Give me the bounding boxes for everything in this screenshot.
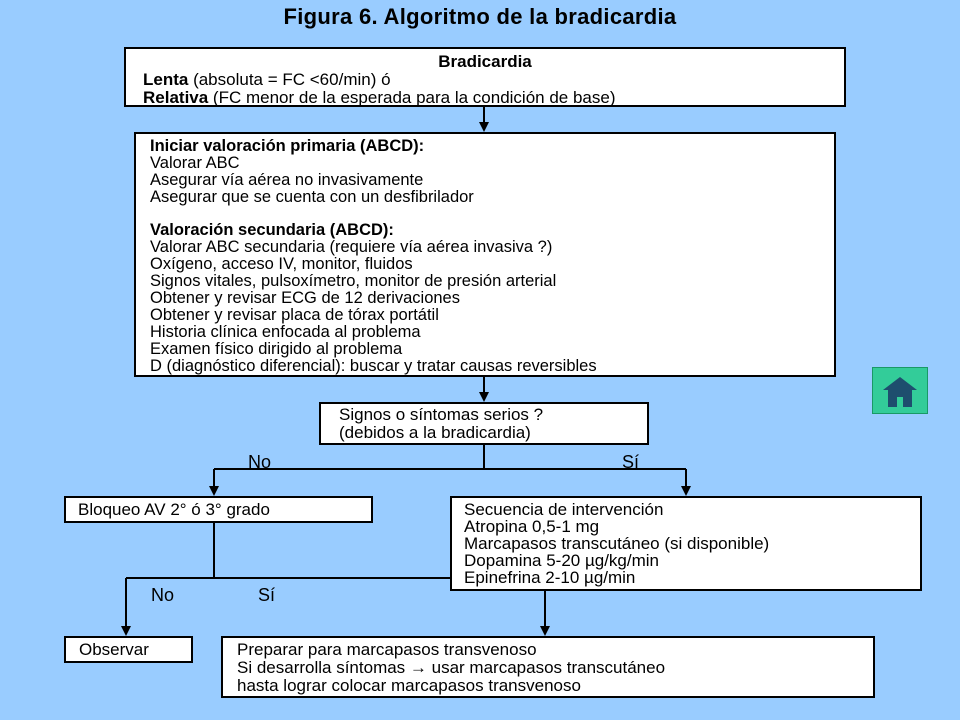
secondary-item: D (diagnóstico diferencial): buscar y tratar causas reversibles [150, 357, 597, 375]
transvenoso-line1: Preparar para marcapasos transvenoso [237, 640, 537, 659]
primary-item: Valorar ABC [150, 154, 240, 172]
bradicardia-heading: Bradicardia [438, 52, 532, 71]
observar-text: Observar [79, 640, 149, 659]
bradicardia-box [124, 47, 846, 107]
primary-heading: Iniciar valoración primaria (ABCD): [150, 137, 425, 155]
bloqueo-text: Bloqueo AV 2° ó 3° grado [78, 500, 270, 519]
lenta-line: Lenta (absoluta = FC <60/min) ó [143, 70, 391, 89]
intervencion-item: Atropina 0,5-1 mg [464, 517, 600, 536]
label-no-1: No [248, 452, 272, 472]
valoracion-box [134, 132, 836, 377]
transvenoso-line3: hasta lograr colocar marcapasos transvenoso [237, 676, 581, 695]
transvenoso-box [221, 636, 875, 698]
secondary-item: Examen físico dirigido al problema [150, 340, 403, 358]
relativa-line: Relativa (FC menor de la esperada para la condición de base) [143, 88, 616, 107]
secondary-heading: Valoración secundaria (ABCD): [150, 221, 394, 239]
intervencion-item: Epinefrina 2-10 µg/min [464, 568, 636, 587]
signos-line1: Signos o síntomas serios ? [339, 405, 544, 424]
intervencion-box [450, 496, 922, 591]
label-si-1: Sí [622, 452, 640, 472]
primary-item: Asegurar vía aérea no invasivamente [150, 171, 424, 189]
signos-line2: (debidos a la bradicardia) [339, 423, 531, 442]
secondary-item: Obtener y revisar ECG de 12 derivaciones [150, 289, 460, 307]
secondary-item: Obtener y revisar placa de tórax portátil [150, 306, 439, 324]
signos-box [319, 402, 649, 445]
secondary-item: Historia clínica enfocada al problema [150, 323, 421, 341]
page-title: Figura 6. Algoritmo de la bradicardia [283, 4, 677, 29]
label-si-2: Sí [258, 585, 276, 605]
secondary-item: Oxígeno, acceso IV, monitor, fluidos [150, 255, 413, 273]
secondary-item: Valorar ABC secundaria (requiere vía aérea invasiva ?) [150, 238, 553, 256]
secondary-item: Signos vitales, pulsoxímetro, monitor de presión arterial [150, 272, 557, 290]
intervencion-item: Marcapasos transcutáneo (si disponible) [464, 534, 770, 553]
label-no-2: No [151, 585, 175, 605]
transvenoso-line2: Si desarrolla síntomas → usar marcapasos transcutáneo [237, 658, 666, 677]
house-icon [873, 368, 927, 413]
intervencion-item: Secuencia de intervención [464, 500, 664, 519]
intervencion-item: Dopamina 5-20 µg/kg/min [464, 551, 660, 570]
observar-box [64, 636, 193, 663]
home-icon[interactable] [872, 367, 928, 414]
bloqueo-box [64, 496, 373, 523]
primary-item: Asegurar que se cuenta con un desfibrilador [150, 188, 474, 206]
